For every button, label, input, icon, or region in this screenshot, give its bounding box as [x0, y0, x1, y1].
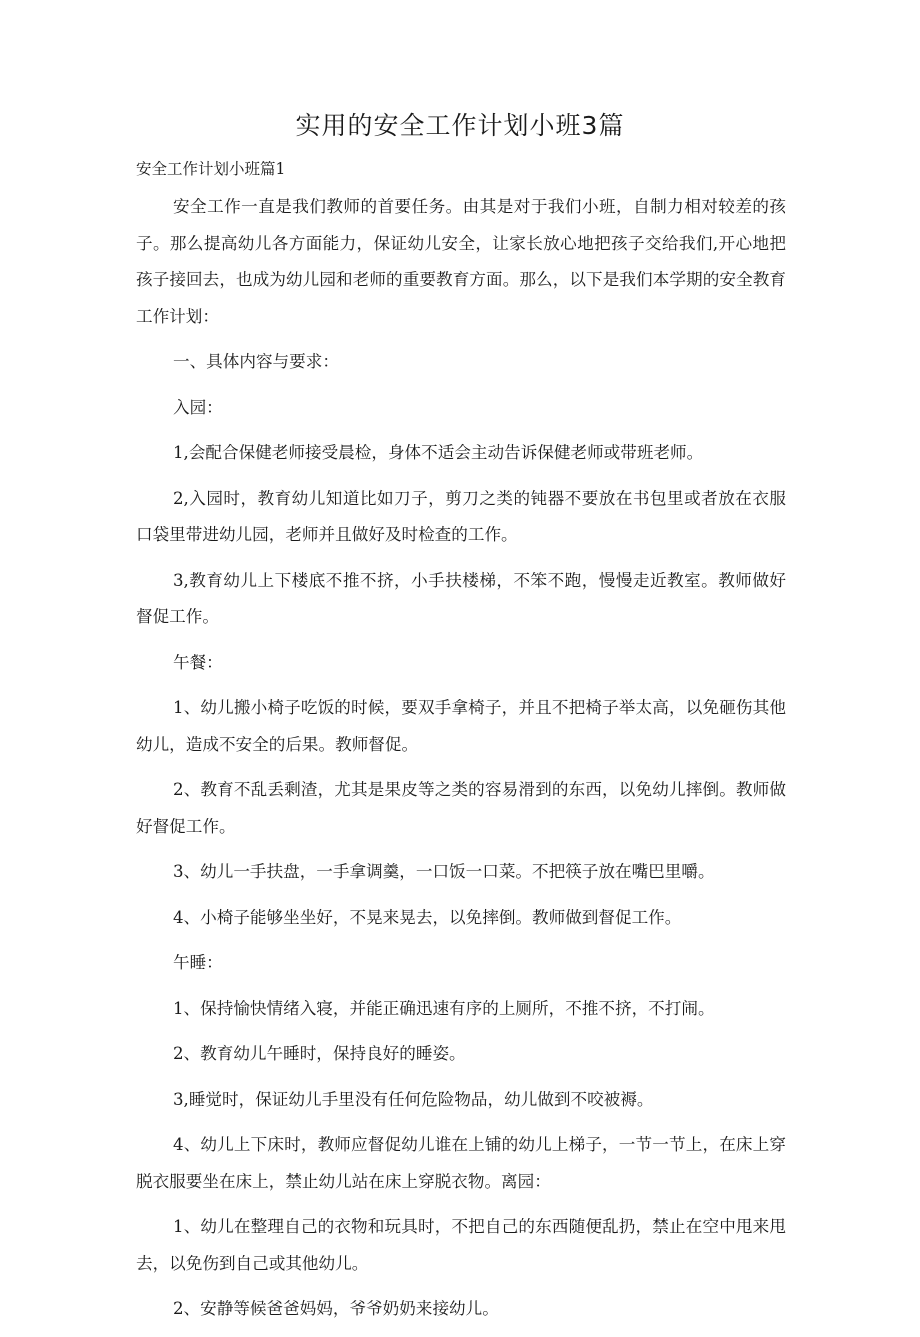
paragraph-heading-lunch: 午餐：: [173, 652, 223, 672]
paragraph-lunch-1: 1、幼儿搬小椅子吃饭的时候，要双手拿椅子，并且不把椅子举太高，以免砸伤其他幼儿，造成不安全的后果。教师督促。: [136, 698, 786, 754]
paragraph-intro: 安全工作一直是我们教师的首要任务。由其是对于我们小班，自制力相对较差的孩子。那么提高幼儿各方面能力，保证幼儿安全，让家长放心地把孩子交给我们,开心地把孩子接回去，也成为幼儿园和老师的重要教育方面。那么，以下是我们本学期的安全教育工作计划：: [136, 197, 786, 326]
paragraph-lunch-3: 3、幼儿一手扶盘，一手拿调羹，一口饭一口菜。不把筷子放在嘴巴里嚼。: [173, 862, 715, 881]
paragraph-departure-1: 1、幼儿在整理自己的衣物和玩具时，不把自己的东西随便乱扔，禁止在空中甩来甩去，以免伤到自己或其他幼儿。: [136, 1217, 786, 1273]
paragraph-nap-1: 1、保持愉快情绪入寝，并能正确迅速有序的上厕所，不推不挤，不打闹。: [173, 998, 715, 1018]
paragraph-nap-3: 3,睡觉时，保证幼儿手里没有任何危险物品，幼儿做到不咬被褥。: [173, 1089, 654, 1109]
paragraph-nap-4: 4、幼儿上下床时，教师应督促幼儿谁在上铺的幼儿上梯子，一节一节上，在床上穿脱衣服要坐在床上，禁止幼儿站在床上穿脱衣物。离园：: [136, 1135, 786, 1191]
paragraph-heading-nap: 午睡：: [173, 953, 223, 972]
paragraph-heading-contents: 一、具体内容与要求：: [173, 352, 339, 371]
document-body: [136, 189, 786, 1337]
paragraph-arrival-1: 1,会配合保健老师接受晨检，身体不适会主动告诉保健老师或带班老师。: [173, 443, 704, 462]
paragraph-arrival-2: 2,入园时，教育幼儿知道比如刀子，剪刀之类的钝器不要放在书包里或者放在衣服口袋里带进幼儿园，老师并且做好及时检查的工作。: [136, 488, 786, 544]
paragraph-arrival-3: 3,教育幼儿上下楼底不推不挤，小手扶楼梯，不笨不跑，慢慢走近教室。教师做好督促工作。: [136, 570, 786, 626]
paragraph-heading-arrival: 入园：: [173, 397, 223, 417]
paragraph-lunch-2: 2、教育不乱丢剩渣，尤其是果皮等之类的容易滑到的东西，以免幼儿摔倒。教师做好督促工作。: [136, 780, 786, 836]
paragraph-lunch-4: 4、小椅子能够坐坐好，不晃来晃去，以免摔倒。教师做到督促工作。: [173, 907, 682, 927]
paragraph-departure-2: 2、安静等候爸爸妈妈，爷爷奶奶来接幼儿。: [173, 1299, 499, 1318]
paragraph-nap-2: 2、教育幼儿午睡时，保持良好的睡姿。: [173, 1044, 466, 1063]
document-title: 实用的安全工作计划小班3篇: [295, 111, 625, 140]
section-heading: 安全工作计划小班篇1: [136, 160, 286, 178]
